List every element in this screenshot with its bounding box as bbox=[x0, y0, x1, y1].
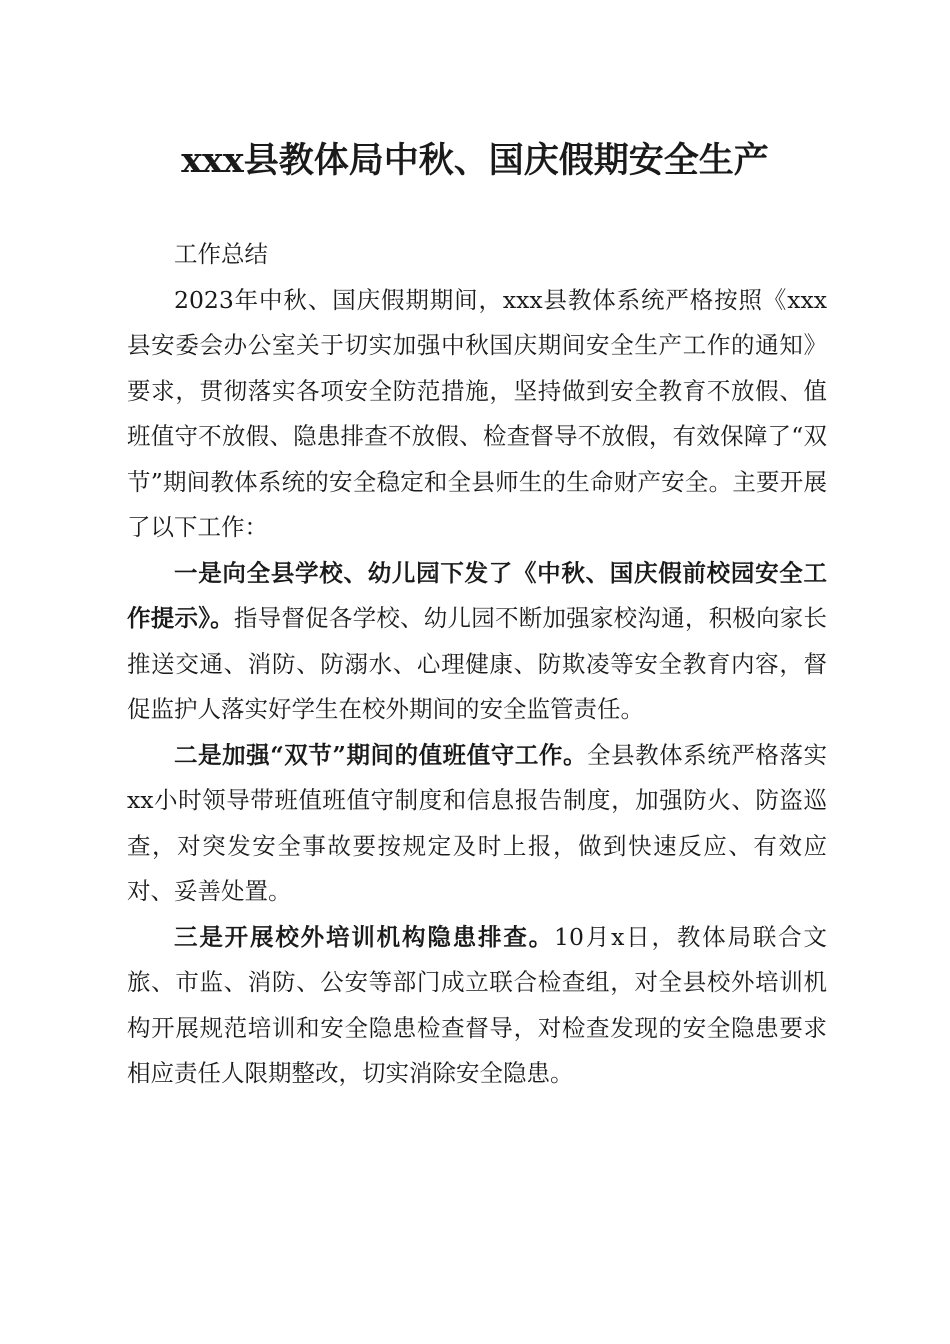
section-text: 10月x日，教体局联合文旅、市监、消防、公安等部门成立联合检查组，对全县校外培训机构开展规范培训和安全隐患检查督导，对检查发现的安全隐患要求相应责任人限期整改，切实消除安全隐患。 bbox=[127, 922, 828, 1087]
document-subtitle: 工作总结 bbox=[174, 240, 268, 268]
document-title: xxx县教体局中秋、国庆假期安全生产 bbox=[181, 140, 769, 181]
section-paragraph-2 bbox=[127, 733, 827, 915]
section-paragraph-1 bbox=[127, 551, 827, 733]
section-lead: 三是开展校外培训机构隐患排查。 bbox=[174, 922, 555, 951]
section-text: 指导督促各学校、幼儿园不断加强家校沟通，积极向家长推送交通、消防、防溺水、心理健康、防欺凌等安全教育内容，督促监护人落实好学生在校外期间的安全监管责任。 bbox=[127, 604, 828, 723]
section-lead: 一是向全县学校、幼儿园下发了《中秋、国庆假前校园安全工作提示》。 bbox=[127, 558, 827, 632]
section-lead: 二是加强“双节”期间的值班值守工作。 bbox=[174, 740, 588, 769]
intro-paragraph: 2023年中秋、国庆假期期间，xxx县教体系统严格按照《xxx县安委会办公室关于切实加强中秋国庆期间安全生产工作的通知》要求，贯彻落实各项安全防范措施，坚持做到安全教育不放假、值班值守不放假、隐患排查不放假、检查督导不放假，有效保障了“双节”期间教体系统的安全稳定和全县师生的生命财产安全。主要开展了以下工作： bbox=[127, 285, 827, 541]
section-paragraph-3 bbox=[127, 915, 827, 1097]
section-text: 全县教体系统严格落实xx小时领导带班值班值守制度和信息报告制度，加强防火、防盗巡查，对突发安全事故要按规定及时上报，做到快速反应、有效应对、妥善处置。 bbox=[127, 740, 827, 905]
document-body bbox=[127, 232, 827, 1097]
